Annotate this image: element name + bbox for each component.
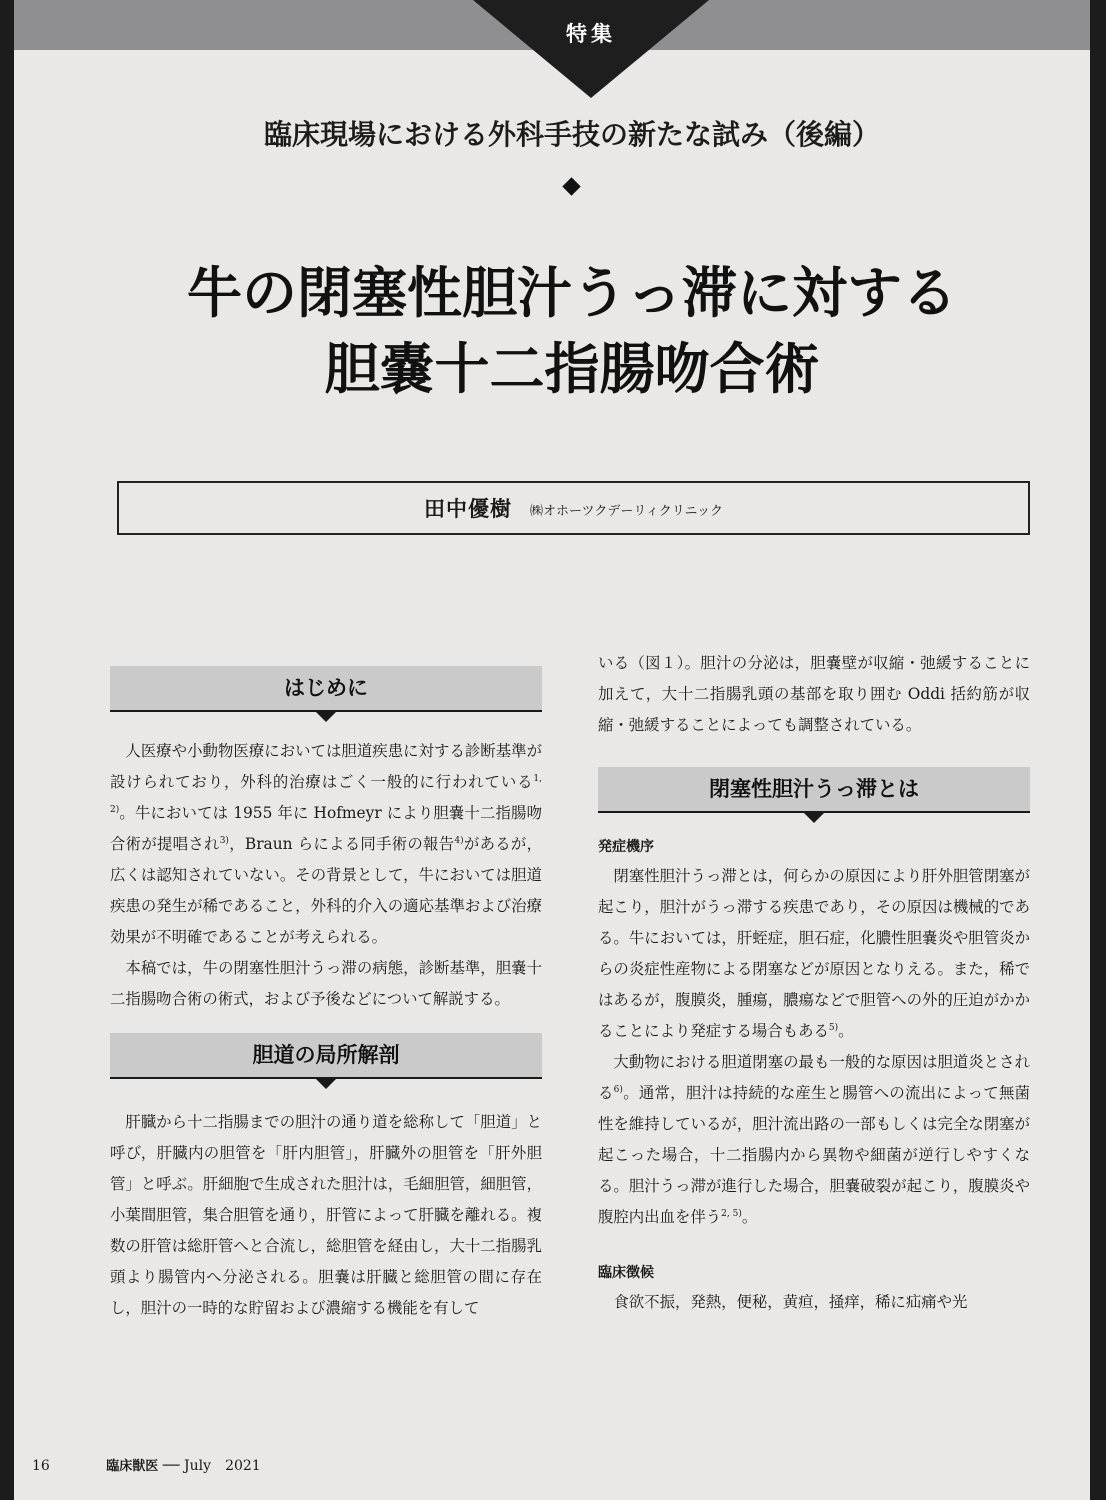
- journal-name: 臨床獣医: [106, 1459, 159, 1474]
- left-column: [110, 666, 542, 1324]
- issue-date: ── July 2021: [162, 1458, 261, 1474]
- author-affiliation: ㈱オホーツクデーリィクリニック: [529, 503, 724, 519]
- continued-paragraph: いる（図１）。胆汁の分泌は，胆嚢壁が収縮・弛緩することに加えて，大十二指腸乳頭の基部を取り囲む Oddi 括約筋が収縮・弛緩することによっても調整されている。: [598, 654, 1030, 734]
- citation: 4): [454, 835, 464, 846]
- intro-paragraph-1: 人医療や小動物医療においては胆道疾患に対する診断基準が設けられており，外科的治療はごく一般的に行われている$^{1, 2)}$。牛においては 1955 年に Hofmeyr により胆嚢十二指腸吻合術が提唱され$^{3)}$，Braun らによる同手術の報告$^{4)}$があるが，広くは認知されていない。その背景として，牛においては胆道疾患の発生が稀であること，外科的介入の適応基準および治療効果が不明確であることが考えられる。: [110, 742, 542, 946]
- citation: 5): [828, 1022, 839, 1033]
- title-line-1: 牛の閉塞性胆汁うっ滞に対する: [186, 260, 957, 325]
- clinical-paragraph: 食欲不振，発熱，便秘，黄疸，掻痒，稀に疝痛や光: [613, 1293, 968, 1311]
- intro-paragraph-2: 本稿では，牛の閉塞性胆汁うっ滞の病態，診断基準，胆嚢十二指腸吻合術の術式，および予後などについて解説する。: [110, 959, 542, 1008]
- right-column: [598, 648, 1030, 1318]
- clinical-subheading: 臨床徴候: [598, 1265, 654, 1281]
- section-label: 特集: [566, 22, 616, 46]
- onset-paragraph-2: 大動物における胆道閉塞の最も一般的な原因は胆道炎とされる$^{6)}$。通常，胆汁は持続的な産生と腸管への流出によって無菌性を維持しているが，胆汁流出路の一部もしくは完全な閉塞が起こった場合，十二指腸内から異物や細菌が逆行しやすくなる。胆汁うっ滞が進行した場合，胆嚢破裂が起こり，腹膜炎や腹腔内出血を伴う$^{2, 5)}$。: [598, 1053, 1030, 1226]
- page-number: 16: [32, 1458, 50, 1474]
- author-name: 田中優樹: [423, 496, 512, 521]
- diamond-ornament-icon: [562, 177, 580, 195]
- citation: 3): [219, 835, 229, 846]
- anatomy-heading: 胆道の局所解剖: [110, 1033, 542, 1079]
- series-title: 臨床現場における外科手技の新たな試み（後編）: [263, 118, 880, 151]
- citation: 1, 2): [110, 773, 542, 815]
- citation: 2, 5): [721, 1208, 742, 1219]
- page-footer: [32, 1455, 261, 1475]
- onset-subheading: 発症機序: [598, 839, 654, 855]
- author-box: [117, 481, 1030, 535]
- intro-heading: はじめに: [110, 666, 542, 712]
- header-triangle: [473, 0, 709, 98]
- journal-page: [14, 0, 1090, 1500]
- citation: 6): [613, 1084, 623, 1095]
- obstruction-heading: 閉塞性胆汁うっ滞とは: [598, 767, 1030, 813]
- onset-paragraph-1: 閉塞性胆汁うっ滞とは，何らかの原因により肝外胆管閉塞が起こり，胆汁がうっ滞する疾患であり，その原因は機械的である。牛においては，肝蛭症，胆石症，化膿性胆嚢炎や胆管炎からの炎症性産物による閉塞などが原因となりえる。また，稀ではあるが，腹膜炎，腫瘍，膿瘍などで胆管への外的圧迫がかかることにより発症する場合もある$^{5)}$。: [598, 867, 1030, 1040]
- anatomy-paragraph-1: 肝臓から十二指腸までの胆汁の通り道を総称して「胆道」と呼び，肝臓内の胆管を「肝内胆管」，肝臓外の胆管を「肝外胆管」と呼ぶ。肝細胞で生成された胆汁は，毛細胆管，細胆管，小葉間胆管，集合胆管を通り，肝管によって肝臓を離れる。複数の肝管は総肝管へと合流し，総胆管を経由し，大十二指腸乳頭より腸管内へ分泌される。胆嚢は肝臓と総胆管の間に存在し，胆汁の一時的な貯留および濃縮する機能を有して: [110, 1113, 542, 1317]
- title-line-2: 胆嚢十二指腸吻合術: [324, 336, 820, 401]
- article-title: [14, 255, 1090, 407]
